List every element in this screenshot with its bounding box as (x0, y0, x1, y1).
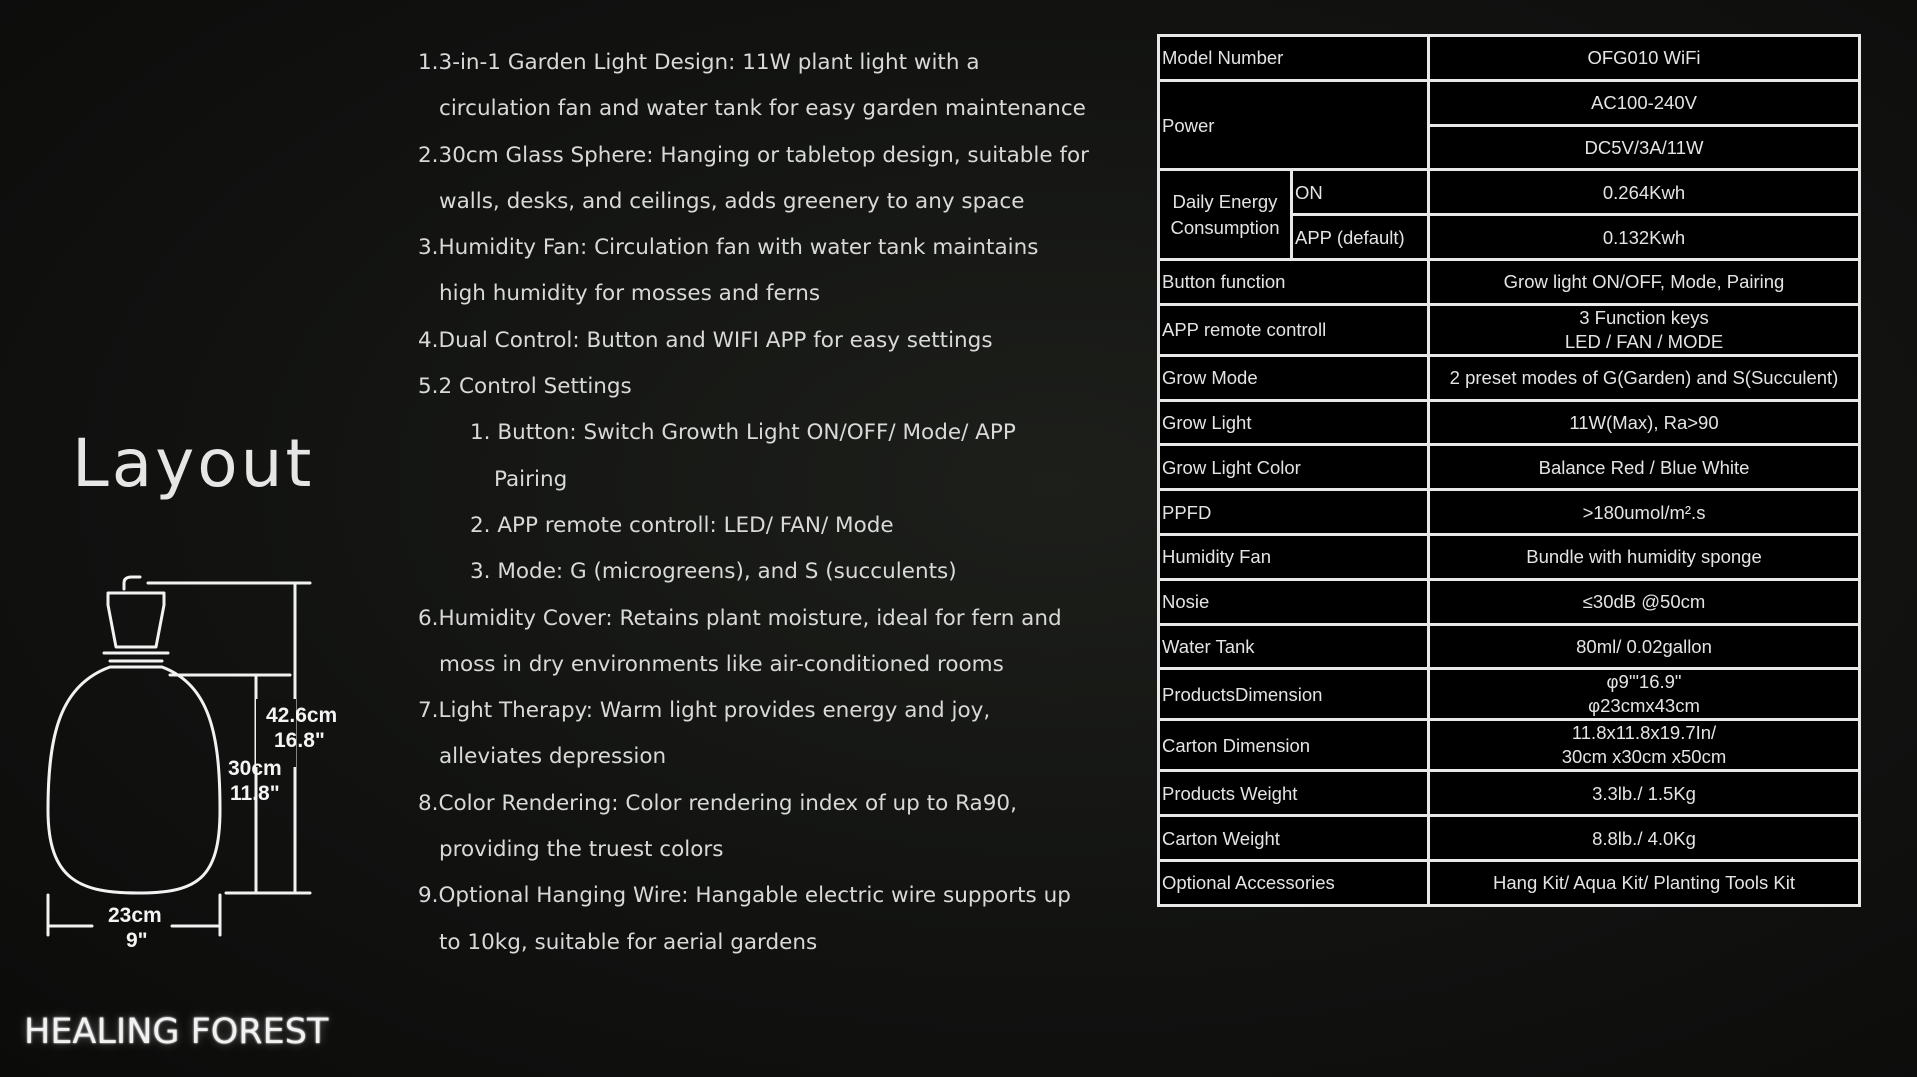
spec-label: Grow Light (1159, 400, 1429, 445)
spec-value-multiline (1429, 304, 1860, 355)
width-cm-label: 23cm (108, 904, 162, 927)
spec-label: Nosie (1159, 579, 1429, 624)
spec-value-line: LED / FAN / MODE (1564, 330, 1724, 352)
feature-line: 5.2 Control Settings (418, 374, 632, 400)
spec-value: >180umol/m².s (1429, 490, 1860, 535)
feature-item (418, 781, 1118, 874)
feature-line: walls, desks, and ceilings, adds greenery to any space (439, 188, 1025, 214)
feature-list (418, 40, 1118, 966)
table-row (1159, 860, 1860, 905)
feature-line: alleviates depression (439, 744, 667, 770)
spec-value-multiline (1429, 720, 1860, 771)
table-row (1159, 771, 1860, 816)
spec-label: Power (1159, 80, 1429, 170)
feature-line: 8.Color Rendering: Color rendering index of up to Ra90, (418, 790, 1017, 816)
spec-label: Carton Weight (1159, 816, 1429, 861)
feature-item (418, 688, 1118, 781)
spec-label: PPFD (1159, 490, 1429, 535)
table-row (1159, 80, 1860, 125)
spec-label: ProductsDimension (1159, 669, 1429, 720)
table-row (1159, 579, 1860, 624)
spec-value: OFG010 WiFi (1429, 36, 1860, 81)
spec-value-line: φ9'"16.9" (1606, 671, 1682, 693)
feature-line: moss in dry environments like air-conditioned rooms (439, 651, 1004, 677)
page-title: Layout (72, 425, 315, 502)
spec-label: Grow Light Color (1159, 445, 1429, 490)
table-row (1159, 355, 1860, 400)
control-setting-line: 3. Mode: G (microgreens), and S (succulents) (470, 559, 957, 585)
hook-icon (124, 577, 140, 589)
table-row (1159, 669, 1860, 720)
width-in-label: 9" (126, 929, 148, 952)
spec-label: Daily Energy Consumption (1159, 170, 1292, 260)
spec-value: 11W(Max), Ra>90 (1429, 400, 1860, 445)
control-setting-line: Pairing (494, 466, 568, 492)
table-row (1159, 490, 1860, 535)
feature-item (418, 873, 1118, 966)
feature-line: high humidity for mosses and ferns (439, 281, 821, 307)
feature-line: providing the truest colors (439, 837, 724, 863)
spec-value: Balance Red / Blue White (1429, 445, 1860, 490)
feature-line: 1.3-in-1 Garden Light Design: 11W plant light with a (418, 50, 980, 75)
spec-value: 0.264Kwh (1429, 170, 1860, 215)
spec-value: 80ml/ 0.02gallon (1429, 624, 1860, 669)
feature-item (418, 40, 1118, 133)
spec-value: 8.8lb./ 4.0Kg (1429, 816, 1860, 861)
spec-label: Humidity Fan (1159, 534, 1429, 579)
spec-value-line: φ23cmx43cm (1588, 695, 1700, 717)
table-row (1159, 816, 1860, 861)
spec-value: 2 preset modes of G(Garden) and S(Succulent) (1429, 355, 1860, 400)
spec-value: Hang Kit/ Aqua Kit/ Planting Tools Kit (1429, 860, 1860, 905)
spec-label: APP remote controll (1159, 304, 1429, 355)
control-setting-line: 2. APP remote controll: LED/ FAN/ Mode (470, 512, 894, 538)
total-height-cm-label: 42.6cm (266, 704, 338, 727)
spec-value-multiline (1429, 669, 1860, 720)
feature-item (418, 318, 1118, 364)
spec-sublabel: ON (1292, 170, 1429, 215)
feature-line: 2.30cm Glass Sphere: Hanging or tabletop design, suitable for (418, 142, 1090, 168)
table-row (1159, 259, 1860, 304)
spec-label: Carton Dimension (1159, 720, 1429, 771)
table-row (1159, 170, 1860, 215)
feature-line: 7.Light Therapy: Warm light provides energy and joy, (418, 698, 991, 724)
lamp-cap-shape (108, 593, 164, 647)
spec-value-line: 11.8x11.8x19.7In/ (1571, 722, 1717, 744)
spec-value: 0.132Kwh (1429, 215, 1860, 260)
glass-sphere-shape (48, 667, 220, 893)
spec-sublabel: APP (default) (1292, 215, 1429, 260)
spec-label: Grow Mode (1159, 355, 1429, 400)
feature-line: 9.Optional Hanging Wire: Hangable electric wire supports up (418, 883, 1071, 909)
table-row (1159, 36, 1860, 81)
table-row (1159, 720, 1860, 771)
sphere-height-cm-label: 30cm (228, 757, 282, 780)
control-setting-item (418, 410, 1118, 503)
feature-item (418, 225, 1118, 318)
control-setting-line: 1. Button: Switch Growth Light ON/OFF/ Mode/ APP (470, 420, 1016, 446)
feature-item (418, 133, 1118, 226)
spec-value-line: 3 Function keys (1579, 306, 1709, 328)
spec-value-line: 30cm x30cm x50cm (1561, 746, 1727, 768)
spec-table (1157, 34, 1861, 907)
feature-line: 4.Dual Control: Button and WIFI APP for easy settings (418, 327, 993, 353)
table-row (1159, 445, 1860, 490)
table-row (1159, 304, 1860, 355)
table-row (1159, 400, 1860, 445)
spec-label: Water Tank (1159, 624, 1429, 669)
feature-line: 6.Humidity Cover: Retains plant moisture, ideal for fern and (418, 605, 1062, 631)
control-setting-item (418, 503, 1118, 549)
spec-value: 3.3lb./ 1.5Kg (1429, 771, 1860, 816)
product-dimension-diagram (40, 575, 360, 960)
table-row (1159, 534, 1860, 579)
feature-line: to 10kg, suitable for aerial gardens (439, 929, 818, 955)
spec-value: Grow light ON/OFF, Mode, Pairing (1429, 259, 1860, 304)
feature-item (418, 364, 1118, 410)
spec-value: ≤30dB @50cm (1429, 579, 1860, 624)
total-height-in-label: 16.8" (274, 729, 325, 752)
spec-label: Products Weight (1159, 771, 1429, 816)
spec-label: Model Number (1159, 36, 1429, 81)
brand-logo: HEALING FOREST (24, 1012, 329, 1052)
spec-label: Optional Accessories (1159, 860, 1429, 905)
spec-value: DC5V/3A/11W (1429, 125, 1860, 170)
feature-item (418, 596, 1118, 689)
spec-value: AC100-240V (1429, 80, 1860, 125)
spec-label: Button function (1159, 259, 1429, 304)
feature-line: circulation fan and water tank for easy garden maintenance (439, 96, 1086, 122)
control-setting-item (418, 549, 1118, 595)
table-row (1159, 624, 1860, 669)
spec-value: Bundle with humidity sponge (1429, 534, 1860, 579)
feature-line: 3.Humidity Fan: Circulation fan with water tank maintains (418, 235, 1039, 261)
sphere-height-in-label: 11.8" (230, 782, 280, 805)
